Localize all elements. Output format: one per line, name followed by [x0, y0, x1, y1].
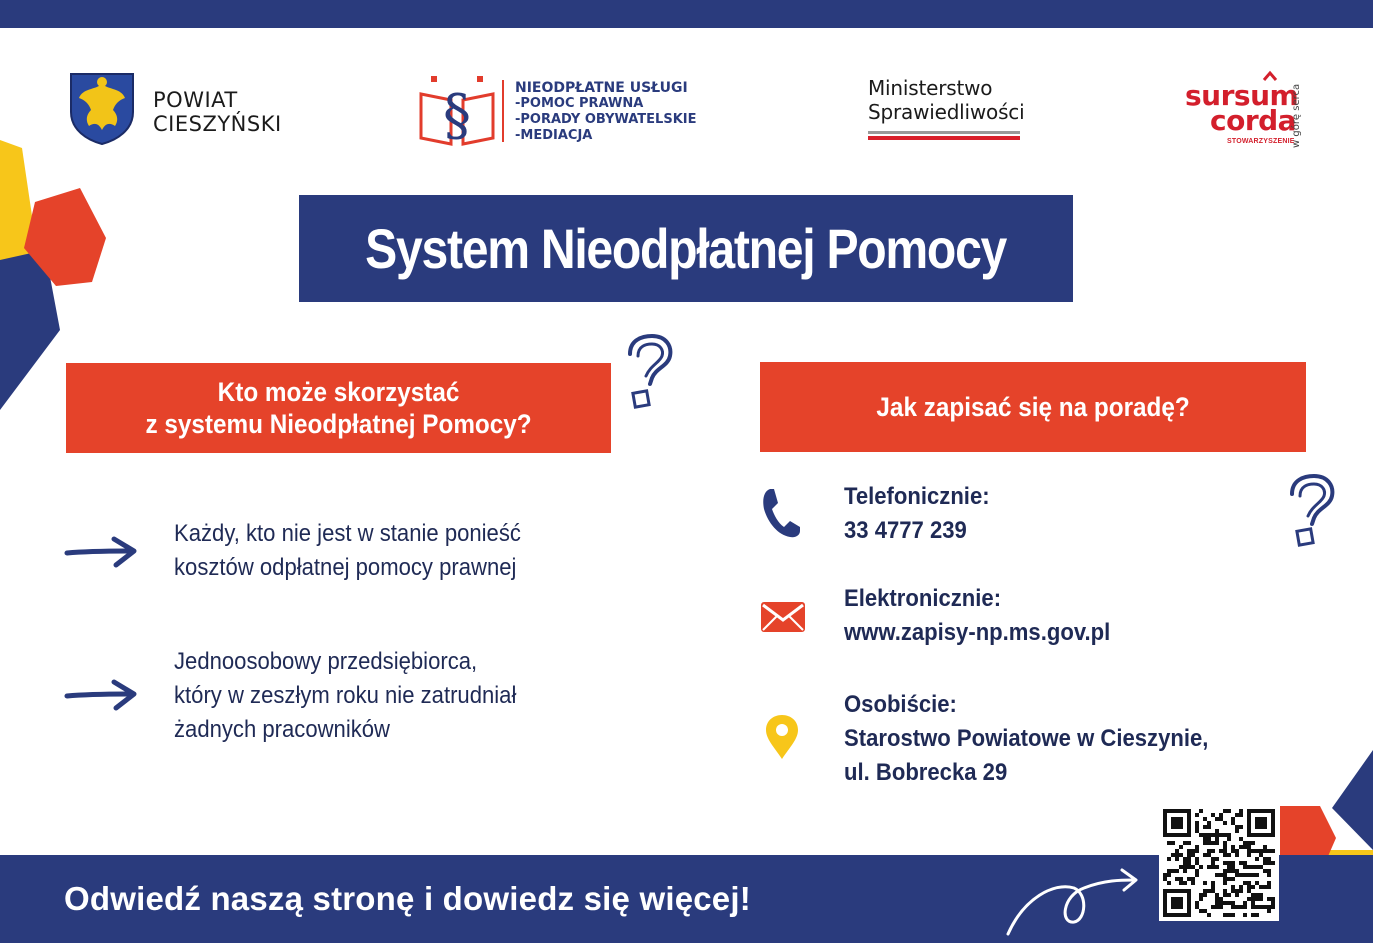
- decor-navy-triangle: [1332, 750, 1373, 850]
- sc-tagline: w górę serca: [1291, 83, 1302, 148]
- qr-code-pattern-icon: [1163, 809, 1275, 917]
- email-envelope-icon: [760, 600, 806, 634]
- question-mark-icon: [622, 334, 678, 410]
- nu-line3: -MEDIACJA: [515, 128, 593, 143]
- paragraph-book-icon: [417, 72, 497, 148]
- phone-icon: [762, 487, 802, 539]
- left-heading-line2: z systemu Nieodpłatnej Pomocy?: [145, 409, 532, 439]
- list-item-line: żadnych pracowników: [174, 716, 391, 743]
- nu-line1: -POMOC PRAWNA: [515, 96, 644, 111]
- ms-logo-text: [868, 76, 1024, 124]
- list-item-line: kosztów odpłatnej pomocy prawnej: [174, 554, 517, 581]
- ms-line2: Sprawiedliwości: [868, 100, 1025, 124]
- contact-phone: [844, 480, 1002, 548]
- sc-word-sursum: sursum: [1185, 79, 1299, 112]
- contact-email: [844, 582, 1133, 650]
- ms-flag-bar-red: [868, 136, 1020, 140]
- nu-line2: -PORADY OBYWATELSKIE: [515, 112, 697, 127]
- left-heading-line1: Kto może skorzystać: [217, 377, 460, 407]
- footer-text: Odwiedź naszą stronę i dowiedz się więcej!: [64, 880, 751, 917]
- list-item-line: Każdy, kto nie jest w stanie ponieść: [174, 520, 521, 547]
- office-name: Starostwo Powiatowe w Cieszynie,: [844, 725, 1209, 752]
- list-item-line: który w zeszłym roku nie zatrudniał: [174, 682, 517, 709]
- page-title: System Nieodpłatnej Pomocy: [365, 217, 1007, 280]
- right-heading: Jak zapisać się na poradę?: [876, 392, 1190, 422]
- list-item: [174, 645, 516, 747]
- swirl-arrow-icon: [1004, 858, 1144, 938]
- phone-label: Telefonicznie:: [844, 483, 990, 510]
- right-heading-box: [760, 362, 1306, 452]
- title-banner: [299, 195, 1073, 302]
- in-person-label: Osobiście:: [844, 691, 957, 718]
- ms-flag-bar-grey: [868, 131, 1020, 134]
- phone-number[interactable]: 33 4777 239: [844, 517, 967, 544]
- top-bar: [0, 0, 1373, 28]
- powiat-line2: CIESZYŃSKI: [153, 112, 282, 136]
- email-label: Elektronicznie:: [844, 585, 1002, 612]
- sc-word-corda: corda: [1210, 104, 1297, 137]
- map-pin-icon: [764, 713, 800, 761]
- arrow-right-icon: [64, 535, 138, 571]
- left-heading-box: [66, 363, 611, 453]
- powiat-crest-icon: [67, 70, 137, 146]
- website-link[interactable]: www.zapisy-np.ms.gov.pl: [844, 619, 1111, 646]
- qr-code[interactable]: [1159, 805, 1279, 921]
- nu-divider: [502, 80, 504, 142]
- sc-word-stowarzyszenie: STOWARZYSZENIE: [1227, 138, 1295, 145]
- office-address: ul. Bobrecka 29: [844, 759, 1008, 786]
- arrow-right-icon: [64, 678, 138, 714]
- question-mark-icon: [1284, 474, 1340, 550]
- list-item: [174, 517, 521, 585]
- nu-logo-text: [515, 80, 697, 144]
- powiat-name: [153, 88, 282, 136]
- list-item-line: Jednoosobowy przedsiębiorca,: [174, 648, 478, 675]
- contact-in-person: [844, 688, 1240, 790]
- powiat-line1: POWIAT: [153, 88, 238, 112]
- nu-title: NIEODPŁATNE USŁUGI: [515, 80, 688, 96]
- svg-text:§: §: [443, 83, 471, 148]
- ms-line1: Ministerstwo: [868, 76, 993, 100]
